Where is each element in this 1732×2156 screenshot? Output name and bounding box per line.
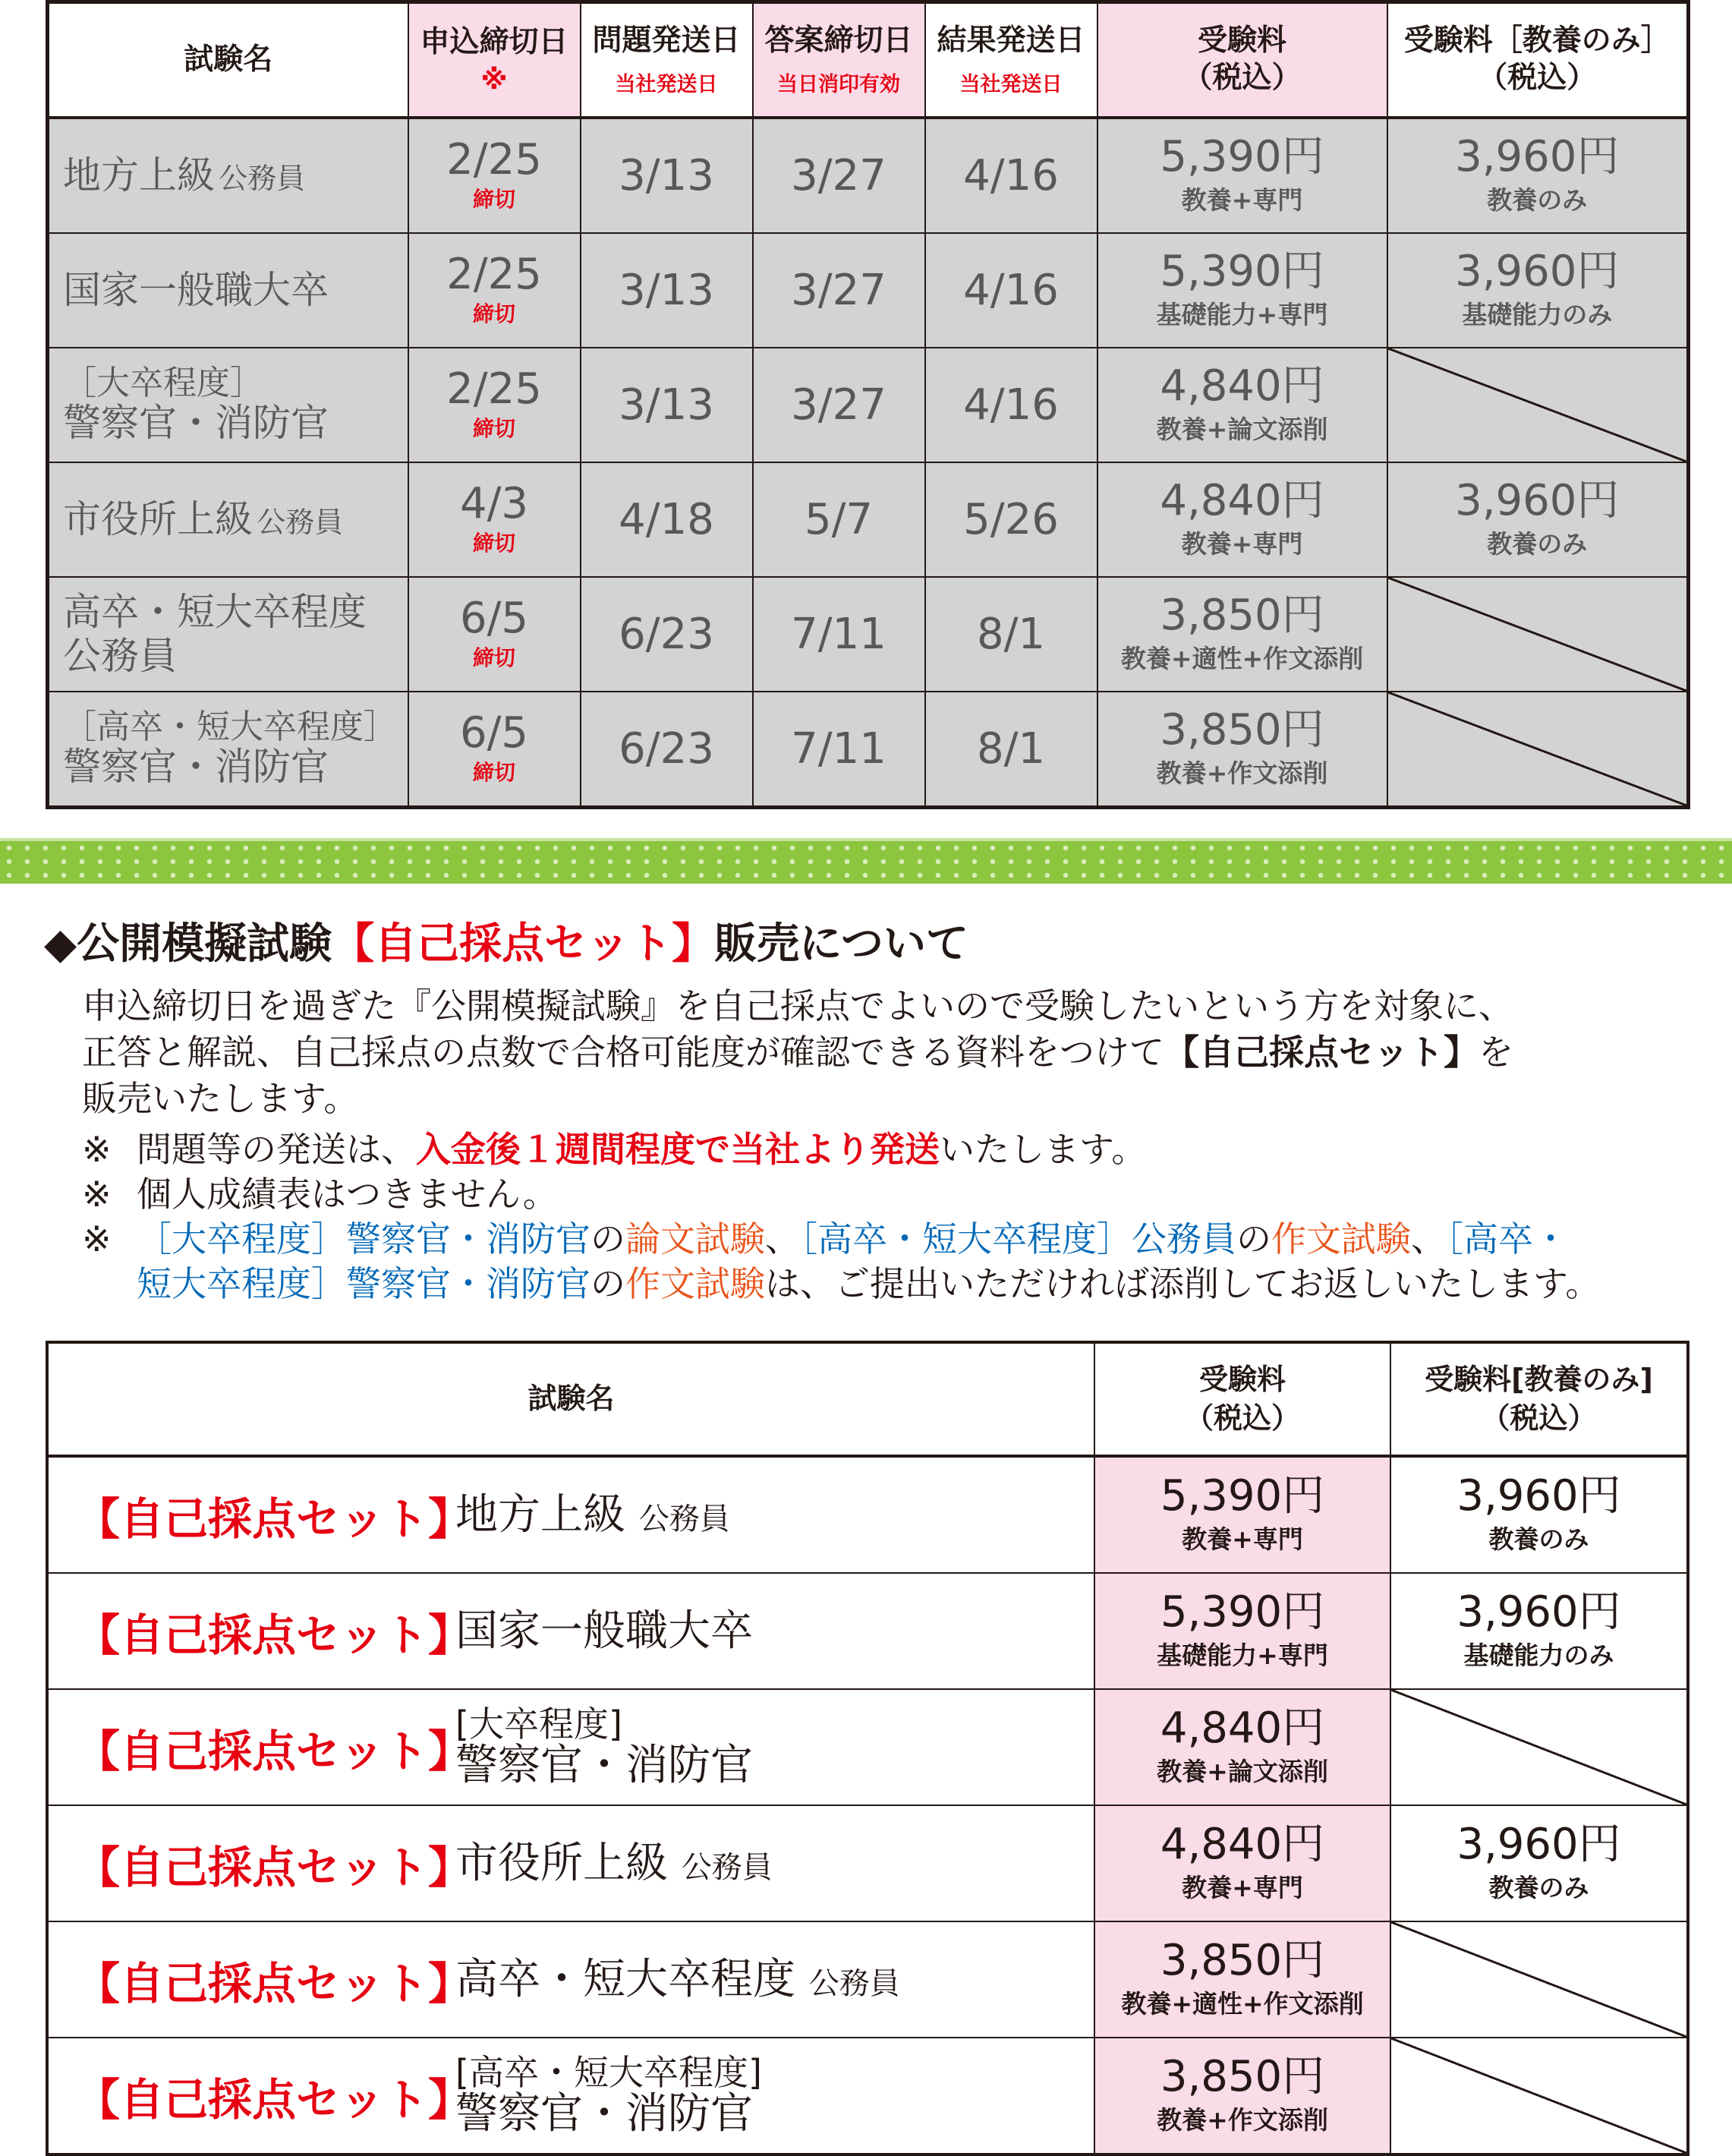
set-exam-name: 【自己採点セット】 [高卒・短大卒程度] 警察官・消防官 (47, 2038, 1094, 2154)
result-date-cell: 4/16 (925, 118, 1097, 233)
table-row (47, 1921, 1688, 2038)
fee-kyoyo-empty-cell (1390, 2038, 1688, 2154)
answer-deadline-cell: 3/27 (753, 233, 925, 348)
fee-cell: 3,850円 教養+作文添削 (1097, 692, 1387, 808)
result-date-cell: 8/1 (925, 692, 1097, 808)
fee-cell: 4,840円 教養+専門 (1097, 462, 1387, 577)
fee-kyoyo-empty-cell (1387, 692, 1689, 808)
result-date-cell: 5/26 (925, 462, 1097, 577)
table-row (48, 462, 1689, 577)
section-title: ◆公開模擬試験【自己採点セット】販売について (44, 919, 968, 969)
fee-cell: 5,390円 教養+専門 (1094, 1456, 1390, 1573)
fee-cell: 5,390円 教養+専門 (1097, 118, 1387, 233)
intro-text-line: 正答と解説、自己採点の点数で合格可能度が確認できる資料をつけて【自己採点セット】を (82, 1032, 1513, 1073)
fee-kyoyo-cell: 3,960円 教養のみ (1387, 118, 1689, 233)
result-date-cell: 4/16 (925, 233, 1097, 348)
table-row (48, 118, 1689, 233)
self-score-set-table (46, 1341, 1689, 2156)
set-exam-name: 【自己採点セット】 [大卒程度] 警察官・消防官 (47, 1689, 1094, 1805)
apply-deadline-cell: 6/5 締切 (408, 577, 581, 692)
note-correction: ※ ［大卒程度］警察官・消防官の論文試験、［高卒・短大卒程度］公務員の作文試験、［高卒・ (82, 1218, 1568, 1259)
header-result-date: 結果発送日 当社発送日 (925, 2, 1097, 118)
set-exam-name: 【自己採点セット】高卒・短大卒程度 公務員 (47, 1921, 1094, 2038)
note-shipping: ※ 問題等の発送は、入金後１週間程度で当社より発送いたします。 (82, 1129, 1147, 1170)
table-row (47, 1573, 1688, 1689)
exam-name: 地方上級 公務員 (48, 118, 408, 233)
apply-deadline-cell: 6/5 締切 (408, 692, 581, 808)
fee-kyoyo-empty-cell (1387, 348, 1689, 462)
table-row (47, 1689, 1688, 1805)
ship-date-cell: 3/13 (581, 118, 753, 233)
fee-cell: 3,850円 教養+適性+作文添削 (1094, 1921, 1390, 2038)
result-date-cell: 8/1 (925, 577, 1097, 692)
table-row (48, 692, 1689, 808)
fee-cell: 4,840円 教養+専門 (1094, 1805, 1390, 1921)
table-row (48, 233, 1689, 348)
header-exam-name: 試験名 (48, 2, 408, 118)
header-answer-deadline: 答案締切日 当日消印有効 (753, 2, 925, 118)
divider-band (0, 841, 1732, 884)
fee-kyoyo-cell: 3,960円 教養のみ (1390, 1805, 1688, 1921)
header-fee-kyoyo: 受験料[教養のみ] （税込） (1390, 1342, 1688, 1456)
ship-date-cell: 3/13 (581, 348, 753, 462)
fee-kyoyo-empty-cell (1390, 1689, 1688, 1805)
header-fee: 受験料 （税込） (1097, 2, 1387, 118)
header-fee: 受験料 （税込） (1094, 1342, 1390, 1456)
exam-name: 国家一般職大卒 (48, 233, 408, 348)
table-row (47, 2038, 1688, 2154)
intro-text-line: 申込締切日を過ぎた『公開模擬試験』を自己採点でよいので受験したいという方を対象に、 (82, 985, 1513, 1026)
exam-name: 高卒・短大卒程度 公務員 (48, 577, 408, 692)
apply-deadline-cell: 2/25 締切 (408, 233, 581, 348)
ship-date-cell: 3/13 (581, 233, 753, 348)
header-apply-deadline: 申込締切日 ※ (408, 2, 581, 118)
header-exam-name: 試験名 (47, 1342, 1094, 1456)
answer-deadline-cell: 3/27 (753, 118, 925, 233)
fee-cell: 3,850円 教養+適性+作文添削 (1097, 577, 1387, 692)
exam-name: 市役所上級 公務員 (48, 462, 408, 577)
table-header-row (47, 1342, 1688, 1456)
exam-name: ［大卒程度］ 警察官・消防官 (48, 348, 408, 462)
set-exam-name: 【自己採点セット】地方上級 公務員 (47, 1456, 1094, 1573)
answer-deadline-cell: 3/27 (753, 348, 925, 462)
fee-cell: 3,850円 教養+作文添削 (1094, 2038, 1390, 2154)
note-correction-cont: 短大卒程度］警察官・消防官の作文試験は、ご提出いただければ添削してお返しいたします。 (137, 1263, 1601, 1304)
exam-name: ［高卒・短大卒程度］ 警察官・消防官 (48, 692, 408, 808)
fee-kyoyo-cell: 3,960円 教養のみ (1390, 1456, 1688, 1573)
table-header-row (48, 2, 1689, 118)
fee-kyoyo-empty-cell (1387, 577, 1689, 692)
apply-deadline-cell: 4/3 締切 (408, 462, 581, 577)
ship-date-cell: 6/23 (581, 577, 753, 692)
header-ship-date: 問題発送日 当社発送日 (581, 2, 753, 118)
set-exam-name: 【自己採点セット】市役所上級 公務員 (47, 1805, 1094, 1921)
set-exam-name: 【自己採点セット】国家一般職大卒 (47, 1573, 1094, 1689)
fee-kyoyo-cell: 3,960円 教養のみ (1387, 462, 1689, 577)
answer-deadline-cell: 5/7 (753, 462, 925, 577)
fee-kyoyo-cell: 3,960円 基礎能力のみ (1390, 1573, 1688, 1689)
result-date-cell: 4/16 (925, 348, 1097, 462)
fee-cell: 4,840円 教養+論文添削 (1097, 348, 1387, 462)
table-row (47, 1456, 1688, 1573)
exam-schedule-table (46, 0, 1690, 809)
table-row (48, 577, 1689, 692)
fee-kyoyo-empty-cell (1390, 1921, 1688, 2038)
fee-kyoyo-cell: 3,960円 基礎能力のみ (1387, 233, 1689, 348)
apply-deadline-cell: 2/25 締切 (408, 118, 581, 233)
note-report-card: ※ 個人成績表はつきません。 (82, 1174, 558, 1215)
answer-deadline-cell: 7/11 (753, 692, 925, 808)
table-row (47, 1805, 1688, 1921)
apply-deadline-cell: 2/25 締切 (408, 348, 581, 462)
ship-date-cell: 6/23 (581, 692, 753, 808)
table-row (48, 348, 1689, 462)
fee-cell: 4,840円 教養+論文添削 (1094, 1689, 1390, 1805)
answer-deadline-cell: 7/11 (753, 577, 925, 692)
fee-cell: 5,390円 基礎能力+専門 (1094, 1573, 1390, 1689)
header-fee-kyoyo: 受験料［教養のみ］ （税込） (1387, 2, 1689, 118)
ship-date-cell: 4/18 (581, 462, 753, 577)
intro-text-line: 販売いたします。 (82, 1078, 359, 1119)
fee-cell: 5,390円 基礎能力+専門 (1097, 233, 1387, 348)
